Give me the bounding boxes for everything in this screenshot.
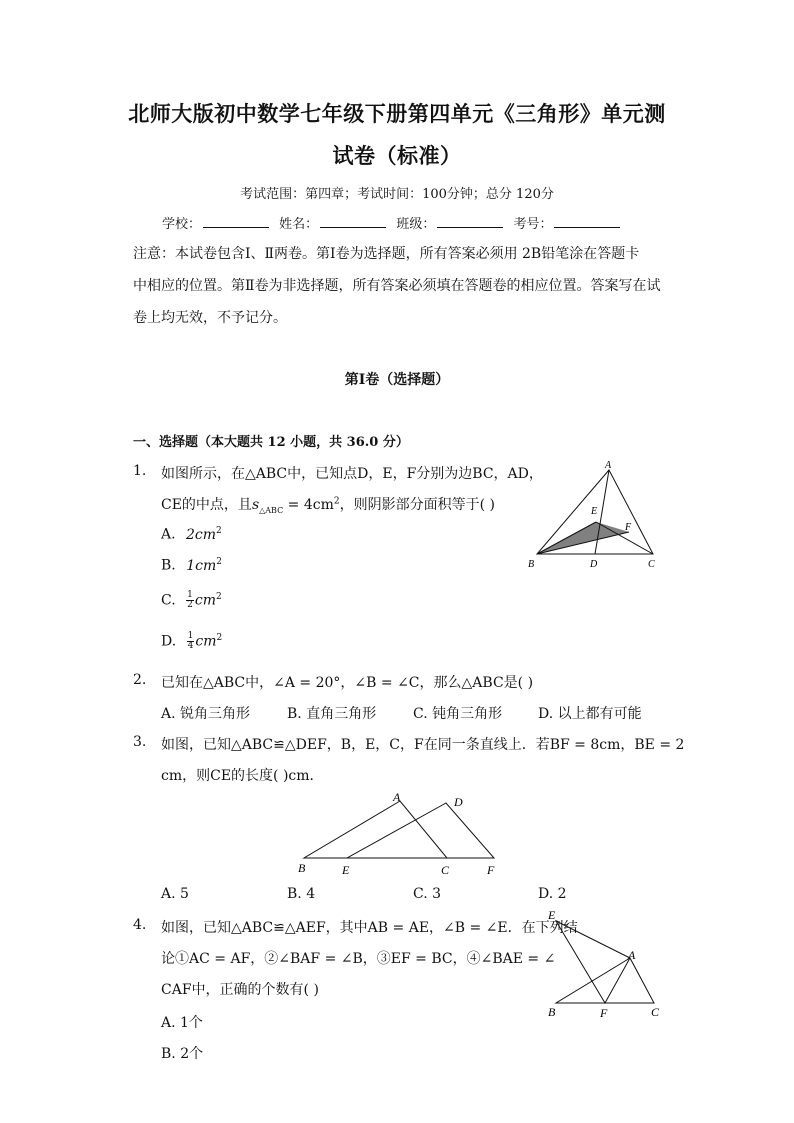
q3-congruent-triangles-figure [290, 788, 510, 880]
q1-option-c-label: C. [161, 592, 176, 609]
student-info-fields [162, 213, 622, 232]
q3-option-b[interactable]: B. 4 [287, 886, 316, 902]
q1-option-c-fraction [186, 591, 194, 610]
q1-label-b: B [528, 559, 535, 570]
name-label: 姓名： [279, 217, 319, 232]
q1-option-a-text: 2cm [186, 526, 217, 543]
q3-option-d[interactable]: D. 2 [538, 886, 567, 902]
q1-option-d[interactable] [161, 632, 222, 651]
q1-option-c-text: cm [194, 592, 216, 609]
q1-option-c-num: 1 [187, 590, 193, 600]
q1-label-c: C [648, 559, 655, 570]
q3-label-f: F [487, 863, 495, 877]
class-blank[interactable] [437, 214, 503, 228]
q3-line1: 如图，已知△ABC≌△DEF，B，E，C，F在同一条直线上．若BF = 8cm，BE = 2 [161, 737, 685, 753]
q1-option-d-den: 4 [187, 641, 194, 651]
q3-label-b: B [298, 861, 306, 875]
number-blank[interactable] [554, 214, 620, 228]
q1-option-d-text: cm [195, 633, 217, 650]
q4-label-e: E [548, 908, 556, 922]
q3-label-d: D [454, 795, 463, 809]
q3-triangle-def [347, 803, 494, 858]
q2-option-a[interactable]: A. 锐角三角形 [161, 706, 251, 722]
volume-title: 第Ⅰ卷（选择题） [344, 372, 450, 388]
class-label: 班级： [396, 217, 436, 232]
exam-info: 考试范围：第四章；考试时间：100分钟；总分 120分 [240, 187, 554, 202]
q1-area-symbol: s [251, 497, 260, 513]
q4-number: 4. [133, 917, 147, 933]
q4-triangle-abc [556, 958, 654, 1003]
q1-line2-c: ，则阴影部分面积等于( ) [339, 497, 495, 513]
q4-label-a: A [628, 948, 636, 962]
q1-label-f: F [625, 522, 632, 533]
q1-number: 1. [133, 463, 147, 479]
q4-triangle-figure [538, 903, 668, 1023]
name-blank[interactable] [320, 214, 386, 228]
q1-option-d-label: D. [161, 633, 177, 650]
q3-option-a[interactable]: A. 5 [161, 886, 189, 902]
q1-option-c-den: 2 [187, 600, 193, 610]
q2-option-c[interactable]: C. 钝角三角形 [413, 706, 503, 722]
q1-label-e: E [591, 506, 598, 517]
q1-line2-sup: 2 [333, 496, 340, 507]
q2-number: 2. [133, 672, 147, 688]
q3-label-a: A [393, 790, 401, 804]
q2-line1: 已知在△ABC中，∠A = 20°，∠B = ∠C，那么△ABC是( ) [161, 675, 534, 691]
q1-line2-a: CE的中点，且 [161, 497, 252, 513]
notice-line1: 注意：本试卷包含Ⅰ、Ⅱ两卷。第Ⅰ卷为选择题，所有答案必须用 2B铅笔涂在答题卡 [133, 246, 640, 262]
notice-line2: 中相应的位置。第Ⅱ卷为非选择题，所有答案必须填在答题卷的相应位置。答案写在试 [133, 278, 661, 294]
school-label: 学校： [162, 217, 202, 232]
q3-label-c: C [441, 863, 450, 877]
q4-option-a[interactable]: A. 1个 [161, 1015, 203, 1031]
number-label: 考号： [513, 217, 553, 232]
q1-option-a[interactable] [161, 526, 222, 543]
page-title-line1: 北师大版初中数学七年级下册第四单元《三角形》单元测 [128, 101, 666, 126]
q1-option-c-sup: 2 [215, 591, 222, 602]
q1-option-d-num: 1 [187, 631, 194, 641]
section-heading: 一、选择题（本大题共 12 小题，共 36.0 分） [133, 435, 409, 450]
q1-line2-b: = 4cm [283, 497, 334, 513]
q1-line1: 如图所示，在△ABC中，已知点D，E，F分别为边BC，AD， [161, 466, 543, 482]
q4-label-c: C [651, 1005, 660, 1019]
q1-option-b[interactable] [161, 557, 222, 574]
q1-line2 [161, 494, 495, 515]
notice-line3: 卷上均无效，不予记分。 [133, 310, 287, 326]
q4-triangle-aef [556, 921, 630, 1003]
q3-number: 3. [133, 734, 147, 750]
q1-option-a-label: A. [161, 526, 176, 543]
q3-triangle-abc [304, 801, 447, 858]
q1-option-a-sup: 2 [216, 526, 222, 536]
q1-label-a: A [605, 460, 612, 471]
q4-line3: CAF中，正确的个数有( ) [161, 982, 319, 998]
q4-label-b: B [548, 1005, 556, 1019]
q4-line2: 论①AC = AF，②∠BAF = ∠B，③EF = BC，④∠BAE = ∠ [161, 951, 556, 967]
q4-line1: 如图，已知△ABC≌△AEF，其中AB = AE，∠B = ∠E．在下列结 [161, 920, 578, 936]
q3-label-e: E [342, 863, 350, 877]
school-blank[interactable] [203, 214, 269, 228]
q1-option-d-fraction [187, 632, 195, 651]
q1-option-b-label: B. [161, 557, 176, 574]
q2-option-d[interactable]: D. 以上都有可能 [538, 706, 642, 722]
q3-line2: cm，则CE的长度( )cm． [161, 768, 324, 784]
q1-option-b-sup: 2 [216, 557, 222, 567]
q1-area-subscript: △ABC [259, 505, 284, 515]
q1-triangle-figure [525, 458, 665, 573]
q1-label-d: D [590, 559, 598, 570]
q4-label-f: F [600, 1006, 608, 1020]
q2-option-b[interactable]: B. 直角三角形 [287, 706, 377, 722]
q3-option-c[interactable]: C. 3 [413, 886, 442, 902]
q1-option-d-sup: 2 [216, 632, 223, 643]
q1-option-b-text: 1cm [186, 557, 217, 574]
page-title-line2: 试卷（标准） [332, 143, 462, 168]
q1-option-c[interactable] [161, 591, 222, 610]
q4-option-b[interactable]: B. 2个 [161, 1046, 204, 1062]
